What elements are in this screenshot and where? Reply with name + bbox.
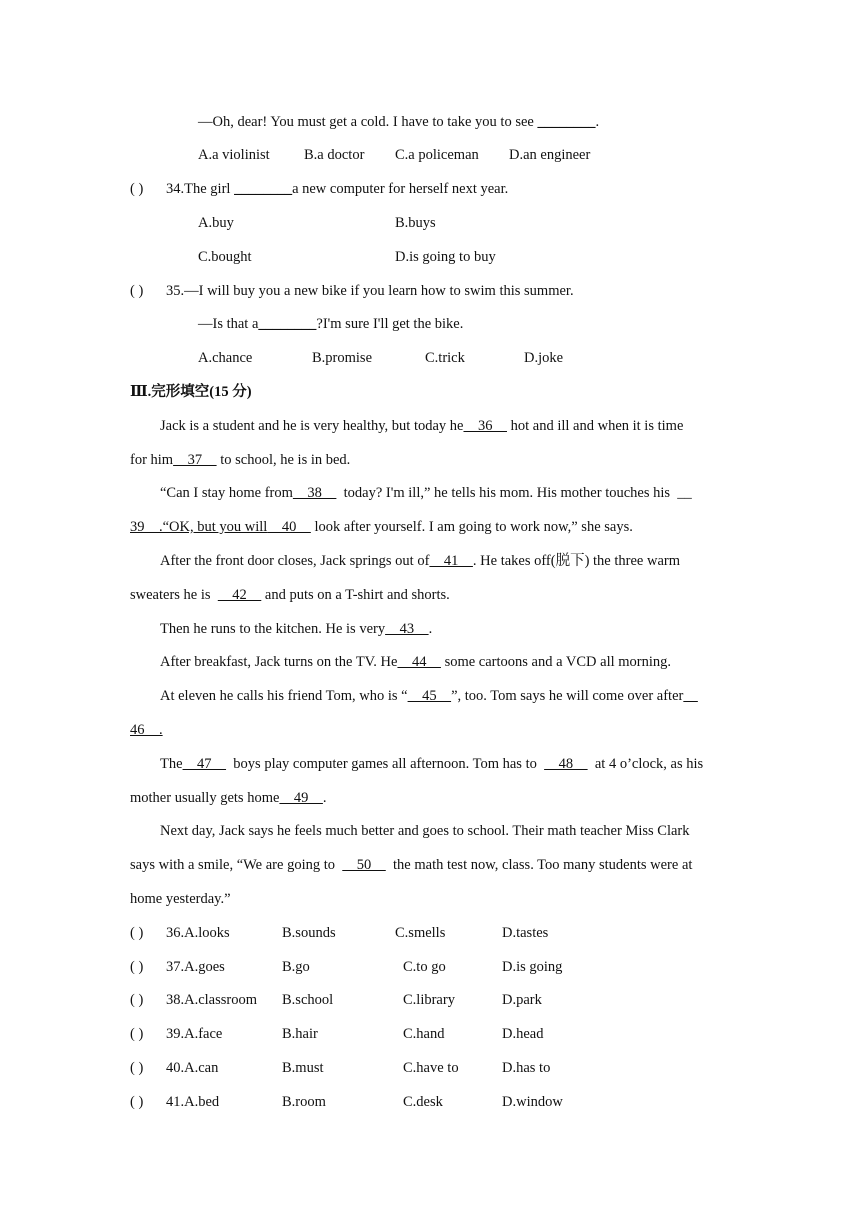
q35-stem: 35.—I will buy you a new bike if you learn how to swim this summer. [166,283,574,299]
choice-option-a: 37.A.goes [166,959,225,975]
passage-line-13: Next day, Jack says he feels much better and goes to school. Their math teacher Miss Clark [160,823,690,839]
passage-line-11: The 47 boys play computer games all afternoon. Tom has to 48 at 4 o’clock, as his [160,756,704,772]
answer-paren: ( ) [130,1026,144,1042]
q34-option-a: A.buy [198,215,234,231]
q33-option-b: B.a doctor [304,147,365,163]
q34-option-c: C.bought [198,249,252,265]
choice-option-c: C.library [403,992,455,1008]
passage-line-2: for him 37 to school, he is in bed. [130,452,351,468]
blank-50: 50 [342,857,386,873]
q33-option-a: A.a violinist [198,147,270,163]
section-heading: Ⅲ.完形填空(15 分) [130,384,252,400]
choice-option-b: B.school [282,992,334,1008]
answer-paren: ( ) [130,1060,144,1076]
choice-option-c: C.to go [403,959,446,975]
answer-paren: ( ) [130,925,144,941]
choice-option-b: B.must [282,1060,324,1076]
choice-option-b: B.go [282,959,310,975]
blank-36: 36 [463,418,507,434]
passage-line-15: home yesterday.” [130,891,231,907]
passage-line-10 [130,721,163,739]
choice-option-c: C.desk [403,1094,443,1110]
choice-option-b: B.hair [282,1026,318,1042]
q34-stem: 34.The girl ________a new computer for herself next year. [166,181,509,197]
q35-option-d: D.joke [524,350,564,366]
blank-48: 48 [544,756,588,772]
passage-line-3: “Can I stay home from 38 today? I'm ill,” he tells his mom. His mother touches his __ [160,485,692,501]
passage-line-4: 39 .“OK, but you will 40 look after yourself. I am going to work now,” she says. [130,519,633,535]
choice-option-c: C.have to [403,1060,459,1076]
q35-option-a: A.chance [198,350,253,366]
passage-line-14: says with a smile, “We are going to 50 the math test now, class. Too many students were at [130,857,693,873]
choice-option-d: D.window [502,1094,563,1110]
blank-46: 46 . [130,722,163,738]
choice-option-b: B.room [282,1094,326,1110]
answer-paren: ( ) [130,959,144,975]
passage-line-12: mother usually gets home 49 . [130,790,327,806]
passage-line-1: Jack is a student and he is very healthy, but today he 36 hot and ill and when it is time [160,418,684,434]
choice-option-a: 40.A.can [166,1060,219,1076]
blank-42: 42 [217,587,262,603]
passage-line-5: After the front door closes, Jack springs out of 41 . He takes off(脱下) the three warm [160,553,680,569]
blank-47: 47 [182,756,227,772]
blank-49: 49 [279,790,323,806]
blank-41: 41 [429,553,473,569]
blank-44: 44 [397,654,441,670]
choice-option-b: B.sounds [282,925,336,941]
choice-option-d: D.head [502,1026,544,1042]
passage-line-6: sweaters he is 42 and puts on a T-shirt and shorts. [130,587,450,603]
blank-38: 38 [292,485,337,501]
choice-option-d: D.has to [502,1060,551,1076]
blank-37: 37 [173,452,217,468]
q33-option-d: D.an engineer [509,147,591,163]
blank-39: 39 .“OK, but you will [130,519,268,535]
q35-answer-paren: ( ) [130,283,144,299]
q34-option-b: B.buys [395,215,436,231]
choice-option-c: C.hand [403,1026,445,1042]
choice-option-d: D.tastes [502,925,549,941]
choice-option-a: 39.A.face [166,1026,223,1042]
answer-paren: ( ) [130,1094,144,1110]
q35-line2: —Is that a________?I'm sure I'll get the bike. [198,316,464,332]
blank-45: 45 [407,688,452,704]
q35-option-b: B.promise [312,350,373,366]
answer-paren: ( ) [130,992,144,1008]
q33-stem: —Oh, dear! You must get a cold. I have to take you to see ________. [198,114,600,130]
choice-option-a: 36.A.looks [166,925,230,941]
passage-line-7: Then he runs to the kitchen. He is very 43 . [160,621,433,637]
q34-option-d: D.is going to buy [395,249,496,265]
choice-option-a: 41.A.bed [166,1094,220,1110]
passage-line-9: At eleven he calls his friend Tom, who is “ 45 ”, too. Tom says he will come over after [160,688,684,704]
choice-option-c: C.smells [395,925,446,941]
choice-option-d: D.park [502,992,542,1008]
choice-option-a: 38.A.classroom [166,992,258,1008]
passage-line-8: After breakfast, Jack turns on the TV. He 44 some cartoons and a VCD all morning. [160,654,672,670]
q33-option-c: C.a policeman [395,147,479,163]
q35-option-c: C.trick [425,350,465,366]
blank-43: 43 [385,621,429,637]
blank-40: 40 [267,519,311,535]
choice-option-d: D.is going [502,959,563,975]
q34-answer-paren: ( ) [130,181,144,197]
